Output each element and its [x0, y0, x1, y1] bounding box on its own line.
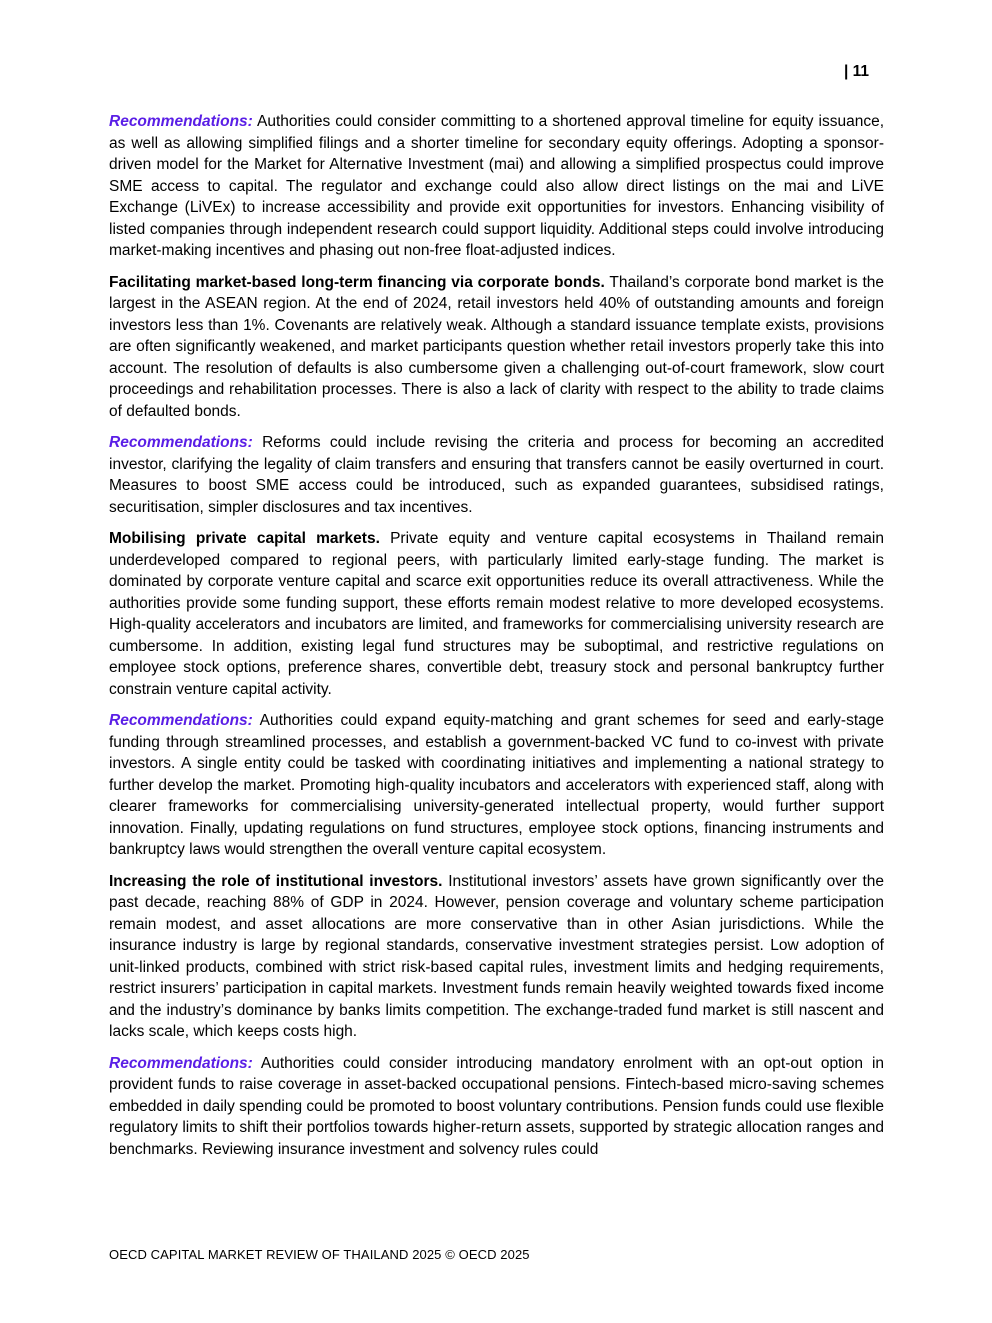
paragraph-private-capital: [109, 528, 884, 700]
paragraph-text: Authorities could consider introducing mandatory enrolment with an opt-out option in provident funds to raise coverage in asset-backed occupational pensions. Fintech-based micro-saving schemes embedded in daily spending could be promoted to boost voluntary contributions. Pension funds could use flexible regulatory limits to shift their portfolios towards higher-return assets, supported by strategic allocation ranges and benchmarks. Reviewing insurance investment and solvency rules could: [109, 1054, 885, 1158]
page-content: [109, 111, 884, 1170]
recommendations-label: Recommendations:: [109, 1054, 253, 1072]
paragraph-text: Reforms could include revising the criteria and process for becoming an accredited investor, clarifying the legality of claim transfers and ensuring that transfers cannot be easily overturned in court. Measures to boost SME access could be introduced, such as expanded guarantees, subsidised ratings, securitisation, simpler disclosures and tax incentives.: [109, 434, 884, 516]
paragraph-text: Private equity and venture capital ecosystems in Thailand remain underdeveloped compared to regional peers, with particularly limited early-stage funding. The market is dominated by corporate venture capital and scarce exit opportunities reduce its overall attractiveness. While the authorities provide some funding support, these efforts remain modest relative to more developed ecosystems. High-quality accelerators and incubators are limited, and frameworks for commercialising university research are cumbersome. In addition, existing legal fund structures may be suboptimal, and restrictive regulations on employee stock options, preference shares, convertible debt, treasury stock and personal bankruptcy further constrain venture capital activity.: [109, 530, 884, 698]
paragraph-recommendation-private-capital: [109, 710, 884, 861]
paragraph-recommendation-bonds: [109, 432, 884, 518]
paragraph-recommendation-equity: [109, 111, 884, 262]
paragraph-text: Thailand’s corporate bond market is the largest in the ASEAN region. At the end of 2024, retail investors held 40% of outstanding amounts and foreign investors less than 1%. Covenants are relatively weak. Although a standard issuance template exists, provisions are often significantly weakened, and market participants question whether retail investors properly take this into account. The resolution of defaults is also cumbersome given a challenging out-of-court framework, slow court proceedings and rehabilitation processes. There is also a lack of clarity with respect to the ability to trade claims of defaulted bonds.: [109, 273, 884, 420]
paragraph-corporate-bonds: [109, 272, 884, 423]
topic-heading-private-capital: Mobilising private capital markets.: [109, 530, 380, 547]
paragraph-institutional-investors: [109, 871, 884, 1043]
recommendations-label: Recommendations:: [109, 434, 253, 451]
page-footer: OECD CAPITAL MARKET REVIEW OF THAILAND 2025 © OECD 2025: [109, 1247, 530, 1262]
paragraph-text: Authorities could consider committing to a shortened approval timeline for equity issuance, as well as allowing simplified filings and a shorter timeline for secondary equity offerings. Adopting a sponsor-driven model for the Market for Alternative Investment (mai) and allowing a simplified prospectus could improve SME access to capital. The regulator and exchange could also allow direct listings on the mai and LiVE Exchange (LiVEx) to increase accessibility and provide exit opportunities for investors. Enhancing visibility of listed companies through independent research could support liquidity. Additional steps could involve introducing market-making incentives and phasing out non-free float-adjusted indices.: [109, 113, 884, 259]
topic-heading-corporate-bonds: Facilitating market-based long-term financing via corporate bonds.: [109, 273, 605, 291]
paragraph-recommendation-institutional: [109, 1053, 884, 1161]
page-number: | 11: [844, 63, 870, 80]
topic-heading-institutional-investors: Increasing the role of institutional investors.: [109, 872, 443, 890]
paragraph-text: Institutional investors’ assets have grown significantly over the past decade, reaching 88% of GDP in 2024. However, pension coverage and voluntary scheme participation remain modest, and asset allocations are more conservative than in other Asian jurisdictions. While the insurance industry is large by regional standards, conservative investment strategies persist. Low adoption of unit-linked products, combined with strict risk-based capital rules, investment limits and hedging requirements, restrict insurers’ participation in capital markets. Investment funds remain heavily weighted towards fixed income and the industry’s dominance by banks limits competition. The exchange-traded fund market is still nascent and lacks scale, which keeps costs high.: [109, 872, 884, 1040]
recommendations-label: Recommendations:: [109, 712, 253, 729]
recommendations-label: Recommendations:: [109, 113, 253, 130]
paragraph-text: Authorities could expand equity-matching and grant schemes for seed and early-stage funding through streamlined processes, and establish a government-backed VC fund to co-invest with private investors. A single entity could be tasked with coordinating initiatives and implementing a national strategy to further develop the market. Promoting high-quality incubators and accelerators with experienced staff, along with clearer frameworks for commercialising university-generated intellectual property, would further support innovation. Finally, updating regulations on fund structures, employee stock options, financing instruments and bankruptcy laws would strengthen the overall venture capital ecosystem.: [109, 712, 884, 858]
